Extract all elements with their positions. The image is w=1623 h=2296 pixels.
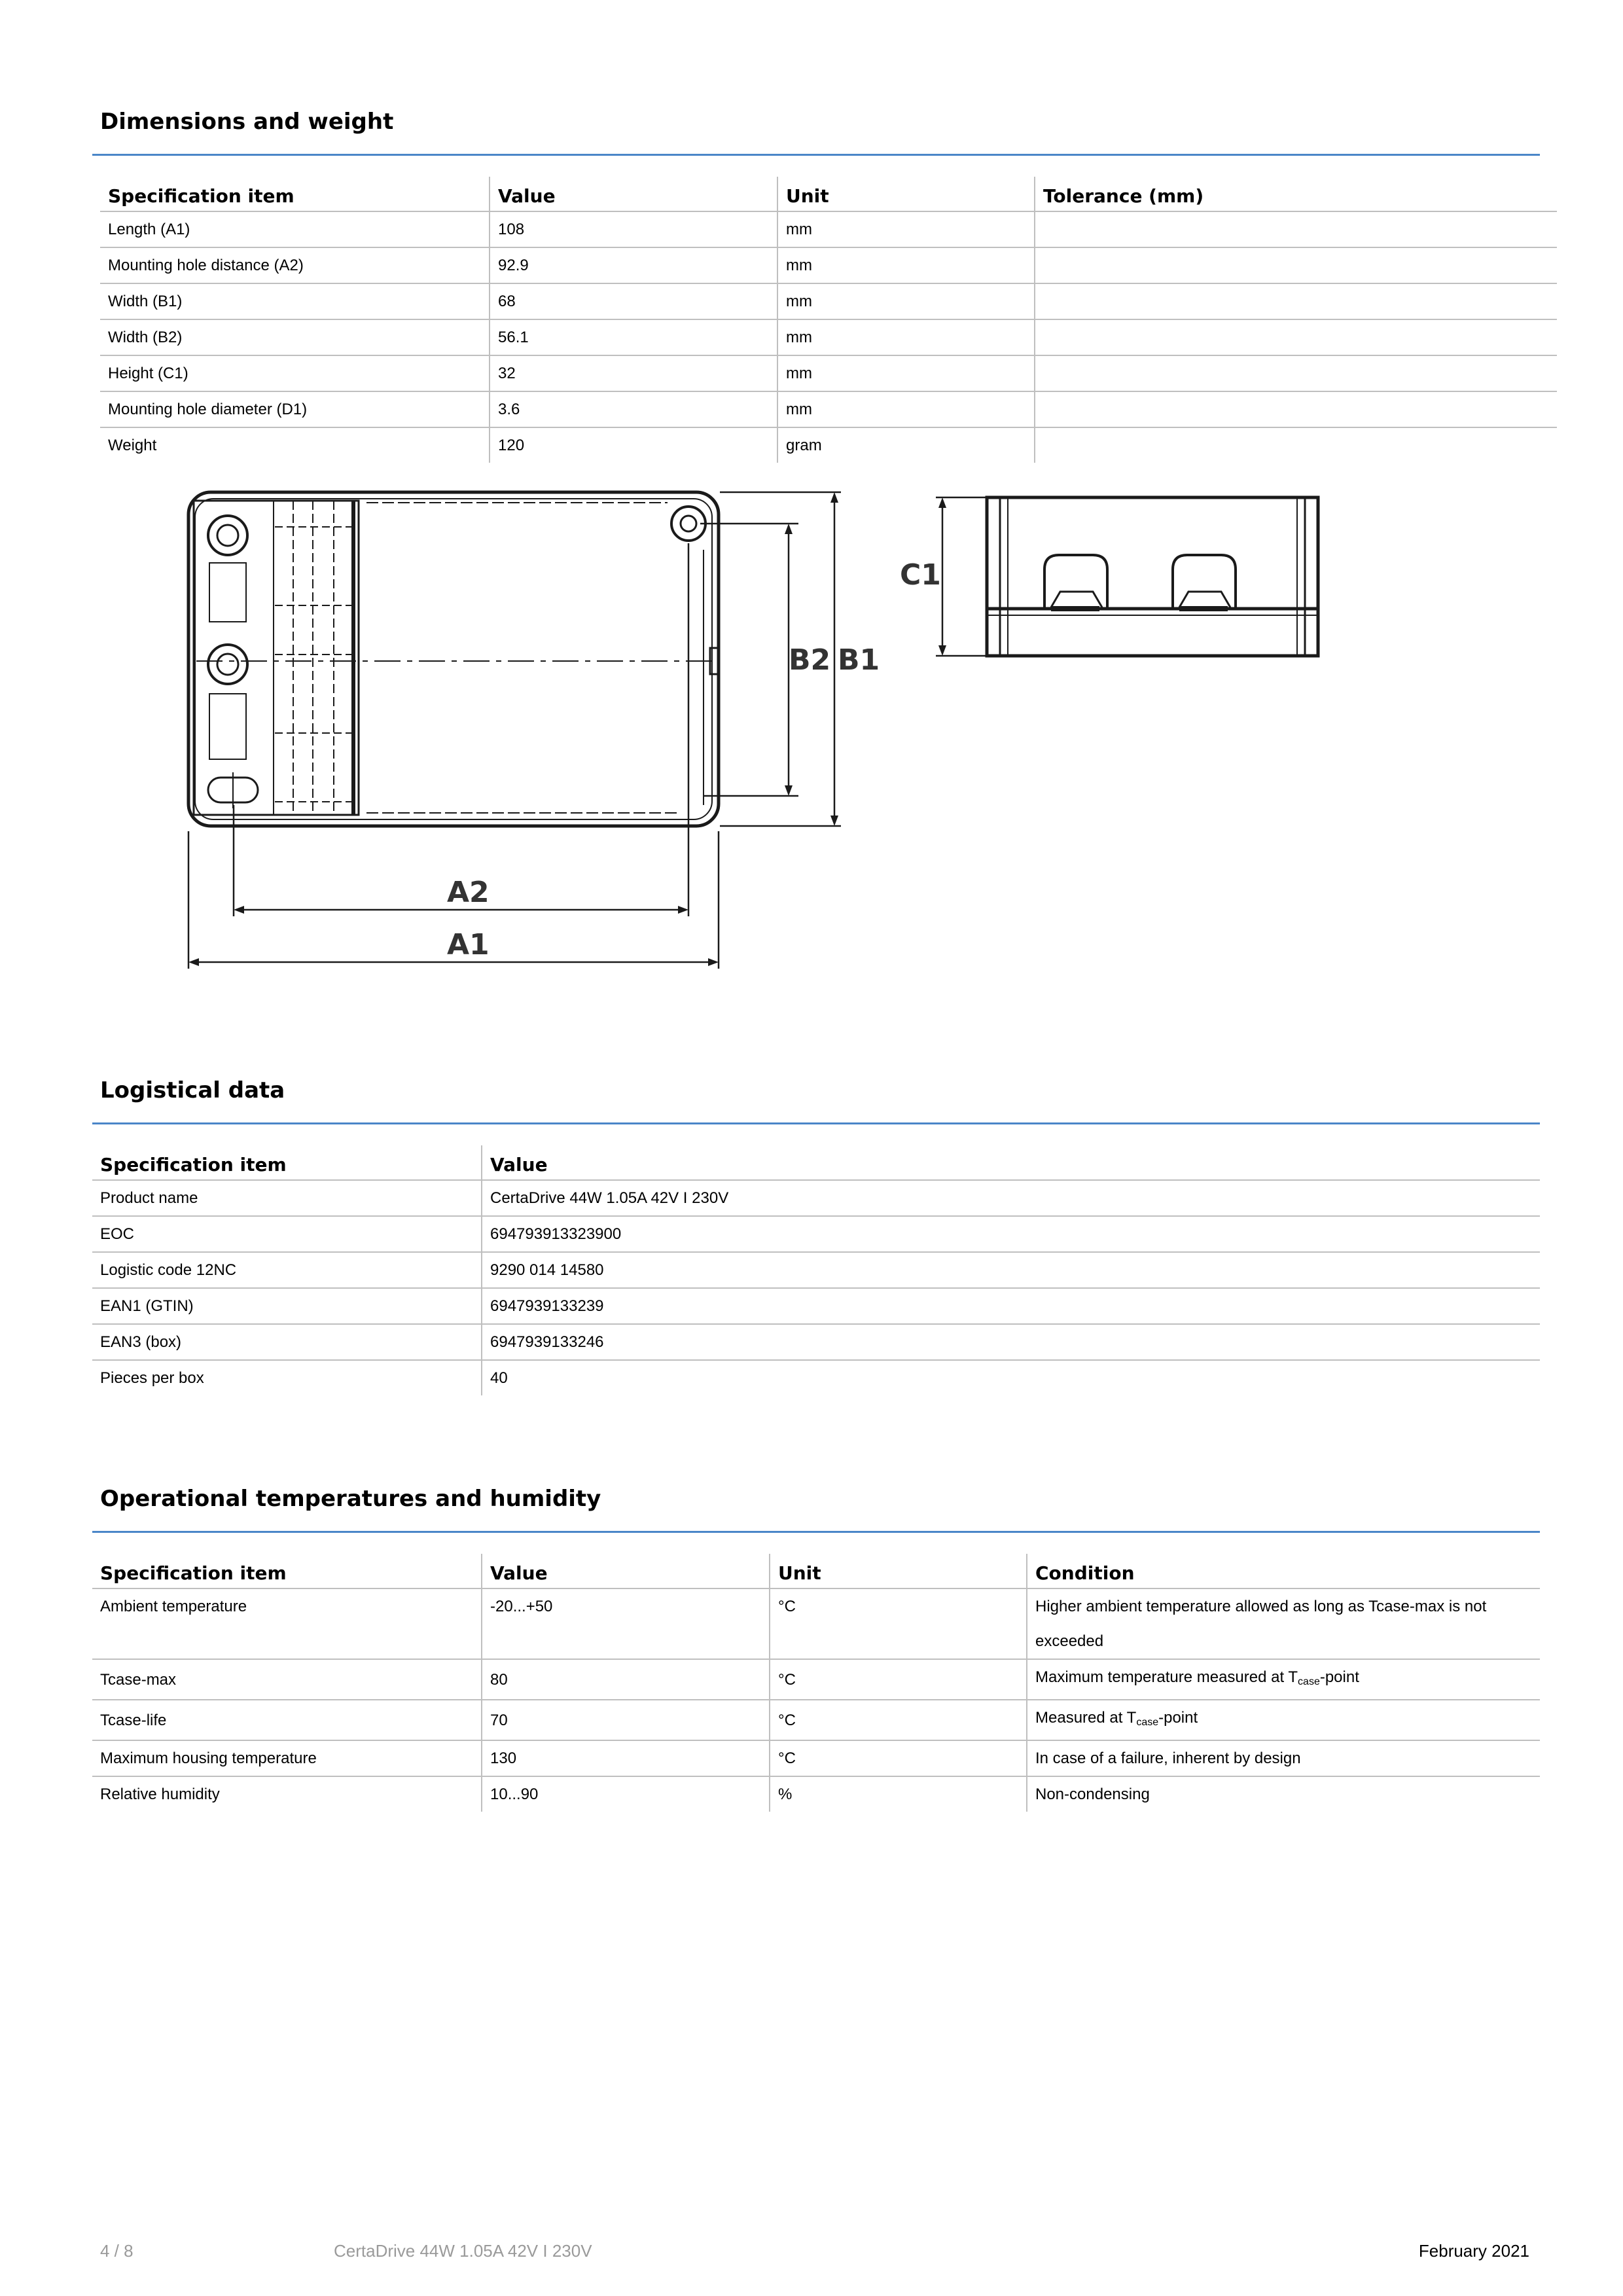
table-header-row [92,1145,1540,1180]
section-rule [92,1122,1540,1124]
logistical-table [92,1145,1540,1395]
label-c1: C1 [900,558,941,592]
col-header: Specification item [100,177,490,211]
cell: mm [777,283,1035,319]
footer-product-name: CertaDrive 44W 1.05A 42V I 230V [334,2241,592,2261]
condition-text: -point [1158,1709,1198,1727]
table-row [92,1252,1540,1288]
label-a1: A1 [447,928,490,961]
cell: °C [770,1659,1027,1700]
cell: °C [770,1700,1027,1740]
cell: 56.1 [490,319,777,355]
cell: 32 [490,355,777,391]
cell: 40 [482,1360,1540,1395]
cell: Tcase-max [92,1659,482,1700]
cell: EAN3 (box) [92,1324,482,1360]
col-header: Value [490,177,777,211]
cell: Ambient temperature [92,1588,482,1659]
cell [1035,247,1557,283]
dimension-lines [188,492,995,969]
cell: -20...+50 [482,1588,770,1659]
col-header: Value [482,1145,1540,1180]
condition-text: -point [1319,1668,1359,1686]
table-row [100,211,1557,247]
table-row [92,1776,1540,1812]
label-b1: B1 [838,643,880,677]
table-row [100,247,1557,283]
cell: 3.6 [490,391,777,427]
table-row [92,1588,1540,1659]
cell: 70 [482,1700,770,1740]
table-row [92,1700,1540,1740]
table-row [92,1360,1540,1395]
cell [1035,355,1557,391]
section-title-operational: Operational temperatures and humidity [100,1486,601,1512]
cell: Logistic code 12NC [92,1252,482,1288]
cell: °C [770,1588,1027,1659]
cell: mm [777,319,1035,355]
col-header: Tolerance (mm) [1035,177,1557,211]
cell: % [770,1776,1027,1812]
col-header: Specification item [92,1145,482,1180]
top-view [188,492,719,826]
table-header-row [92,1554,1540,1588]
cell [1035,391,1557,427]
cell [1027,1659,1540,1700]
table-row [100,427,1557,463]
side-view [987,497,1318,656]
section-rule [92,154,1540,156]
table-row [92,1288,1540,1324]
cell: Tcase-life [92,1700,482,1740]
cell: In case of a failure, inherent by design [1027,1740,1540,1776]
cell: gram [777,427,1035,463]
col-header: Unit [777,177,1035,211]
table-row [92,1659,1540,1700]
dimension-labels [447,558,941,961]
cell: 108 [490,211,777,247]
condition-text: Maximum temperature measured at T [1035,1668,1298,1686]
operational-table [92,1554,1540,1812]
col-header: Specification item [92,1554,482,1588]
col-header: Unit [770,1554,1027,1588]
subscript: case [1298,1676,1320,1687]
footer-page-number: 4 / 8 [100,2241,134,2261]
footer-date: February 2021 [1418,2241,1529,2261]
table-row [92,1324,1540,1360]
subscript: case [1136,1717,1159,1728]
cell: Height (C1) [100,355,490,391]
cell: 9290 014 14580 [482,1252,1540,1288]
section-title-dimensions: Dimensions and weight [100,109,394,135]
cell: 92.9 [490,247,777,283]
section-title-logistical: Logistical data [100,1077,285,1103]
cell: mm [777,211,1035,247]
dimensions-table [100,177,1557,463]
cell: 10...90 [482,1776,770,1812]
cell: 6947939133239 [482,1288,1540,1324]
cell [1027,1700,1540,1740]
cell: CertaDrive 44W 1.05A 42V I 230V [482,1180,1540,1216]
cell: EOC [92,1216,482,1252]
cell: Product name [92,1180,482,1216]
section-rule [92,1531,1540,1533]
cell: 130 [482,1740,770,1776]
table-row [100,283,1557,319]
cell: Maximum housing temperature [92,1740,482,1776]
cell [1035,211,1557,247]
table-row [100,319,1557,355]
cell: 80 [482,1659,770,1700]
cell: Width (B2) [100,319,490,355]
dimension-drawing [170,478,1335,982]
label-b2: B2 [789,643,831,677]
cell: mm [777,355,1035,391]
condition-text: Measured at T [1035,1709,1137,1727]
cell: EAN1 (GTIN) [92,1288,482,1324]
table-row [92,1740,1540,1776]
cell: 694793913323900 [482,1216,1540,1252]
cell: 6947939133246 [482,1324,1540,1360]
cell [1035,283,1557,319]
cell: mm [777,247,1035,283]
cell: 120 [490,427,777,463]
table-header-row [100,177,1557,211]
table-row [92,1180,1540,1216]
cell: Mounting hole diameter (D1) [100,391,490,427]
cell: Width (B1) [100,283,490,319]
cell: Relative humidity [100,1785,220,1803]
cell: Weight [108,437,157,454]
cell: mm [777,391,1035,427]
cell [1035,319,1557,355]
table-row [92,1216,1540,1252]
cell: Higher ambient temperature allowed as long as Tcase-max is not exceeded [1027,1588,1540,1659]
cell: Length (A1) [100,211,490,247]
cell: Pieces per box [100,1369,204,1387]
label-a2: A2 [447,876,490,909]
cell [1035,427,1557,463]
col-header: Condition [1027,1554,1540,1588]
cell: 68 [490,283,777,319]
cell: Mounting hole distance (A2) [100,247,490,283]
table-row [100,355,1557,391]
table-row [100,391,1557,427]
cell: °C [770,1740,1027,1776]
col-header: Value [482,1554,770,1588]
cell: Non-condensing [1027,1776,1540,1812]
